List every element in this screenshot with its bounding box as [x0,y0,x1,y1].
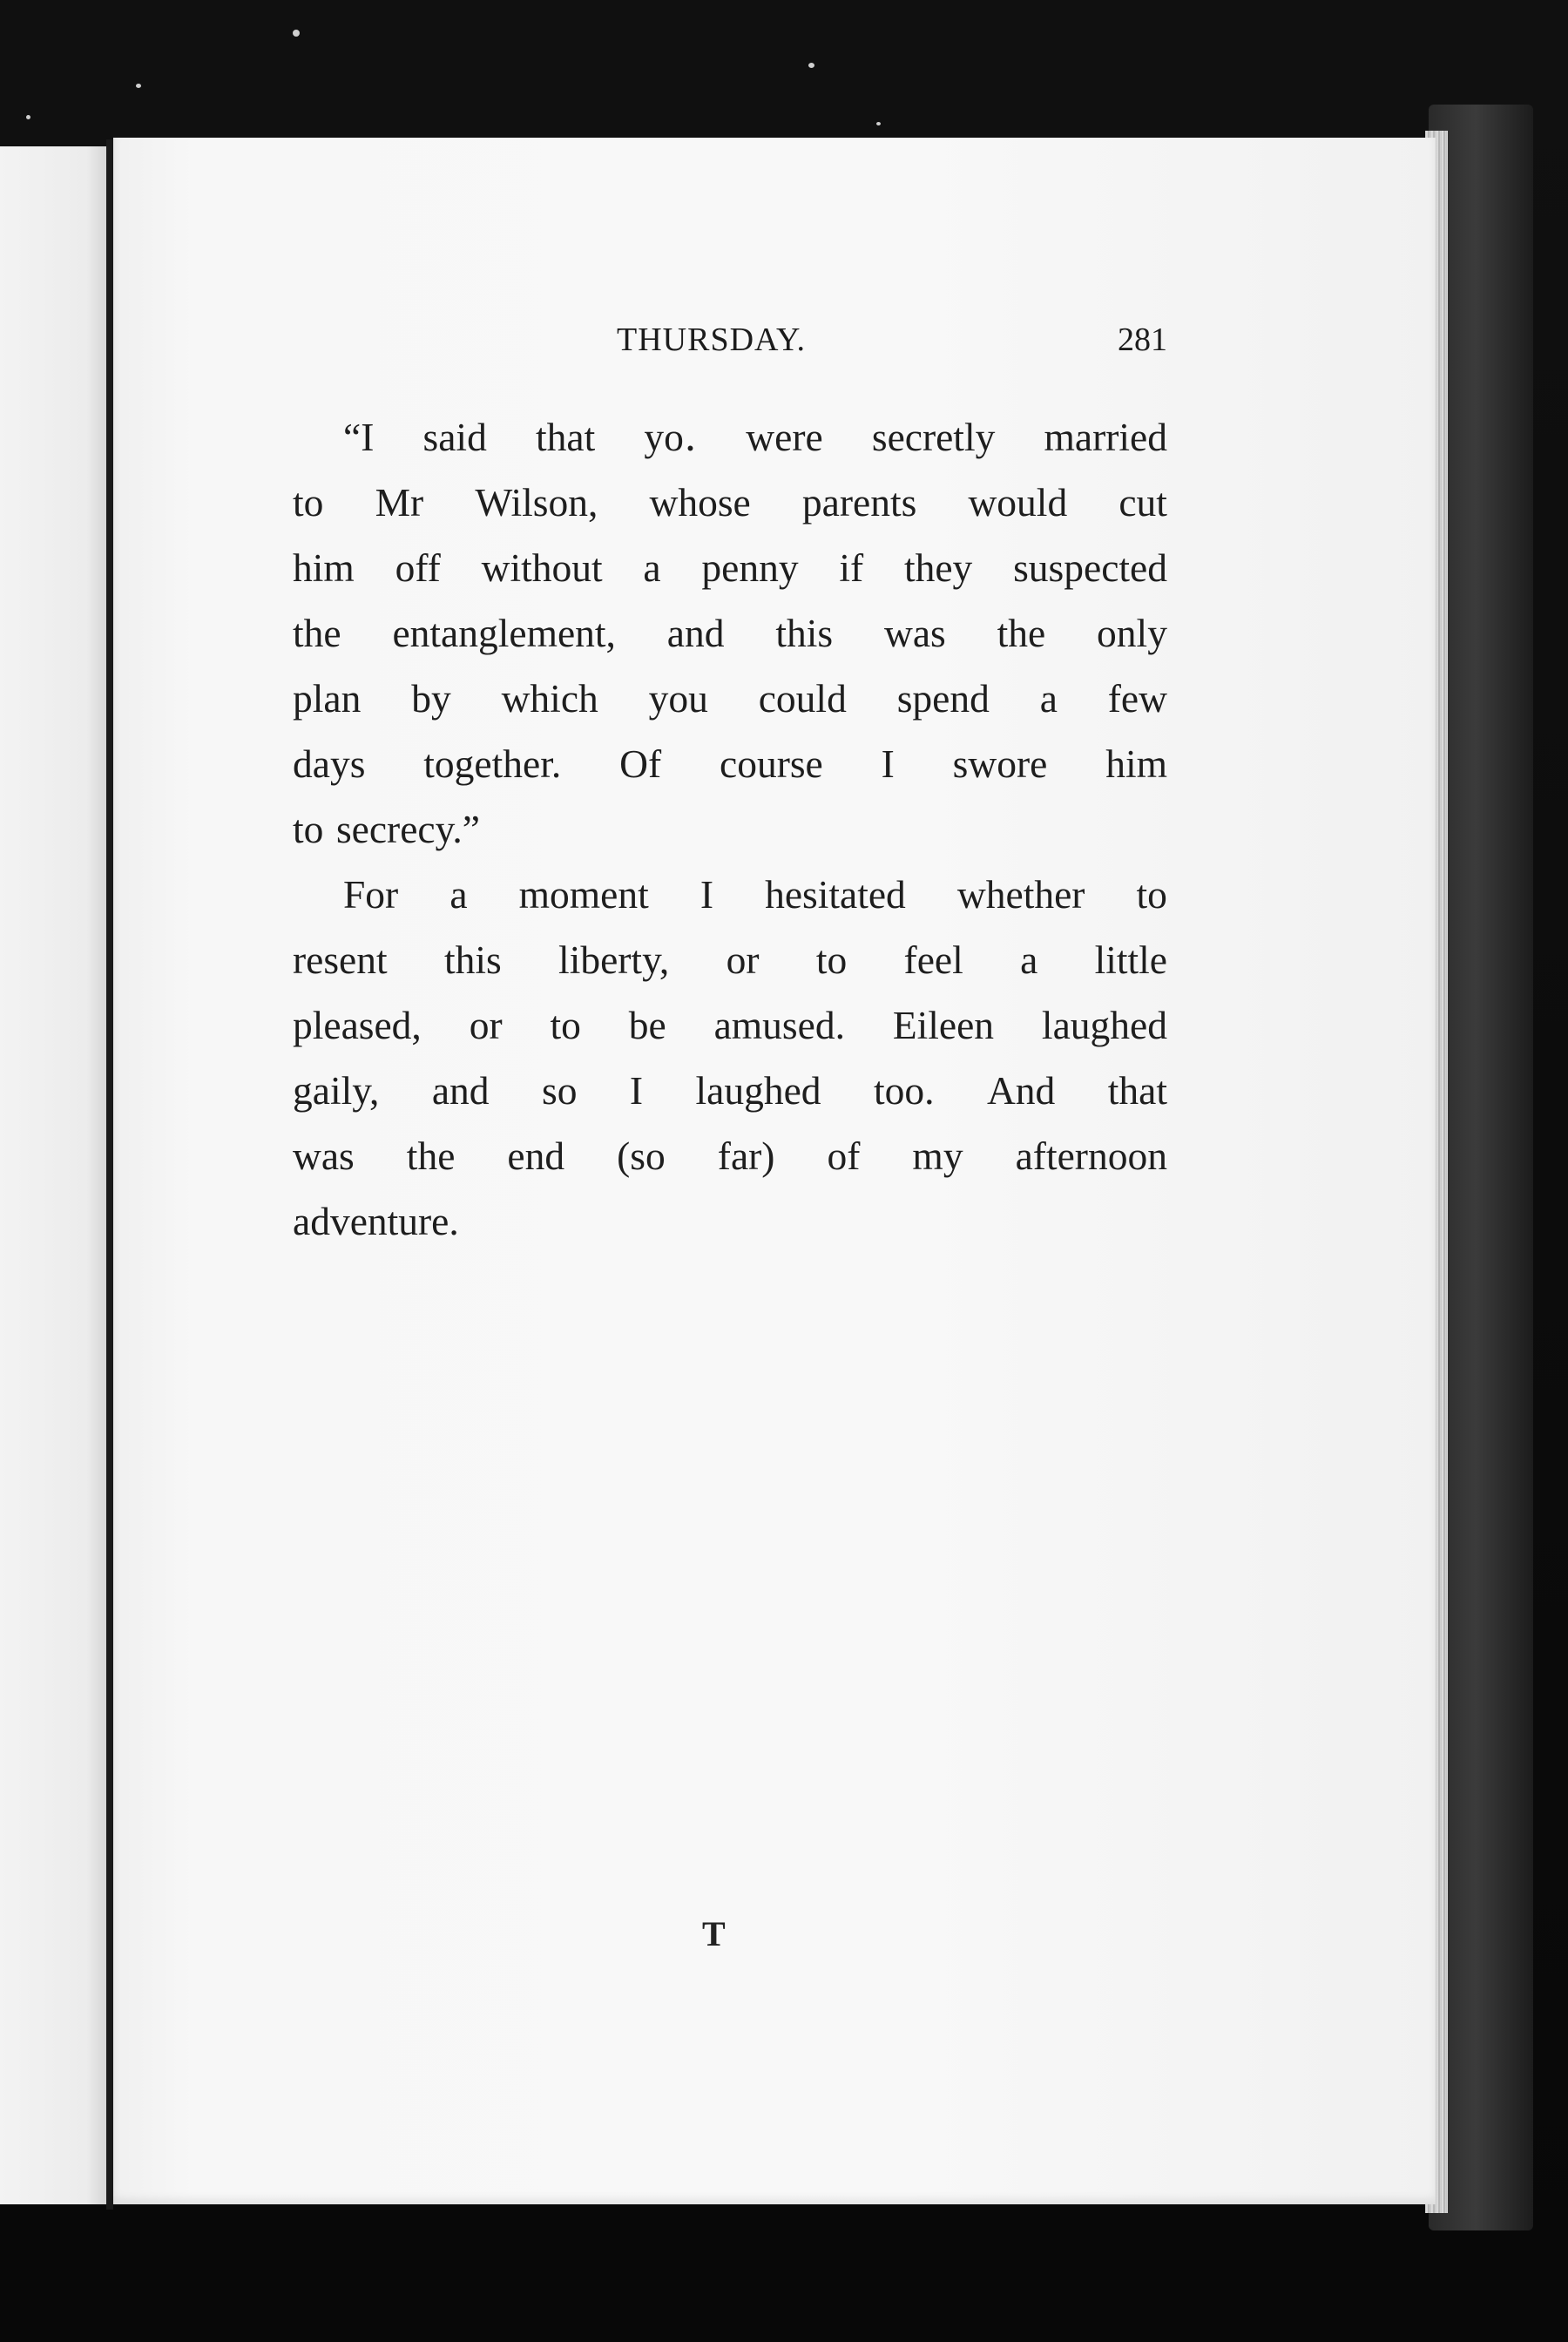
dust-speck [876,122,881,125]
word: parents [801,480,917,525]
word: was [293,1134,355,1178]
word: far) [717,1134,775,1178]
text-line [293,1188,1167,1254]
word: be [628,1003,666,1047]
word: hesitated [765,872,906,917]
paragraph [293,404,1167,862]
word: a [449,872,468,917]
word: were [746,415,823,459]
paragraph [293,862,1167,1254]
text-line [293,862,1167,927]
word: Eileen [892,1003,995,1047]
word: the [406,1134,456,1178]
word: of [827,1134,861,1178]
word: secrecy.” [335,807,480,851]
word: would [968,480,1068,525]
word: him [293,545,355,590]
word: I [629,1068,644,1113]
word: pleased, [293,1003,422,1047]
word: married [1044,415,1167,459]
word: that [536,415,596,459]
dust-speck [293,30,300,37]
word: to [293,807,324,851]
word: or [469,1003,503,1047]
printer-signature-mark: T [702,1914,726,1953]
word: laughed [1041,1003,1167,1047]
word: And [986,1068,1056,1113]
word: liberty, [558,937,670,982]
word: whose [649,480,751,525]
word: too. [873,1068,935,1113]
text-line [293,796,1167,862]
word: laughed [695,1068,821,1113]
word: days [293,741,366,786]
text-line [293,666,1167,731]
gutter-shadow [106,139,113,2210]
word: entanglement, [392,611,616,655]
word: to [1136,872,1167,917]
word: “I [343,415,375,459]
word: him [1105,741,1167,786]
text-line [293,535,1167,600]
word: a [643,545,661,590]
word: For [343,872,399,917]
word: was [883,611,946,655]
running-header [296,319,1167,361]
word: a [1020,937,1038,982]
word: end [507,1134,565,1178]
word: I [881,741,895,786]
dust-speck [808,63,814,68]
word: I [700,872,713,917]
word: you [648,676,708,721]
word: secretly [871,415,996,459]
dust-speck [136,84,141,88]
word: few [1107,676,1167,721]
word: said [422,415,487,459]
word: to [550,1003,581,1047]
word: without [481,545,603,590]
word: the [293,611,341,655]
facing-page [0,146,108,2204]
text-line [293,600,1167,666]
word: whether [956,872,1085,917]
word: which [501,676,598,721]
text-line [293,404,1167,470]
page-number: 281 [1118,322,1167,358]
word: this [775,611,834,655]
word: together. [423,741,562,786]
word: cut [1119,480,1167,525]
dust-speck [26,115,30,119]
word: (so [617,1134,666,1178]
word: to [815,937,848,982]
text-line [293,731,1167,796]
word: by [411,676,451,721]
word: amused. [713,1003,845,1047]
word: Wilson, [475,480,598,525]
word: that [1107,1068,1167,1113]
word: yo․ [644,415,698,459]
body-text [293,404,1167,1254]
text-line [293,1058,1167,1123]
word: penny [701,545,799,590]
word: and [431,1068,490,1113]
word: adventure. [293,1199,459,1243]
word: a [1039,676,1058,721]
word: little [1094,937,1167,982]
word: gaily, [293,1068,380,1113]
word: so [541,1068,578,1113]
word: moment [518,872,649,917]
word: if [839,545,864,590]
word: feel [903,937,963,982]
word: Of [619,741,662,786]
word: they [903,545,973,590]
word: course [720,741,823,786]
word: off [395,545,441,590]
word: only [1097,611,1167,655]
word: spend [896,676,990,721]
word: the [997,611,1046,655]
text-line [293,927,1167,992]
running-title: THURSDAY. [617,322,807,358]
word: my [912,1134,963,1178]
word: to [293,480,324,525]
word: plan [293,676,362,721]
word: or [726,937,760,982]
text-line [293,1123,1167,1188]
word: and [666,611,725,655]
word: Mr [375,480,424,525]
word: swore [952,741,1048,786]
text-line [293,992,1167,1058]
word: could [758,676,847,721]
word: this [443,937,502,982]
word: suspected [1013,545,1167,590]
word: resent [293,937,388,982]
text-line [293,470,1167,535]
word: afternoon [1015,1134,1167,1178]
